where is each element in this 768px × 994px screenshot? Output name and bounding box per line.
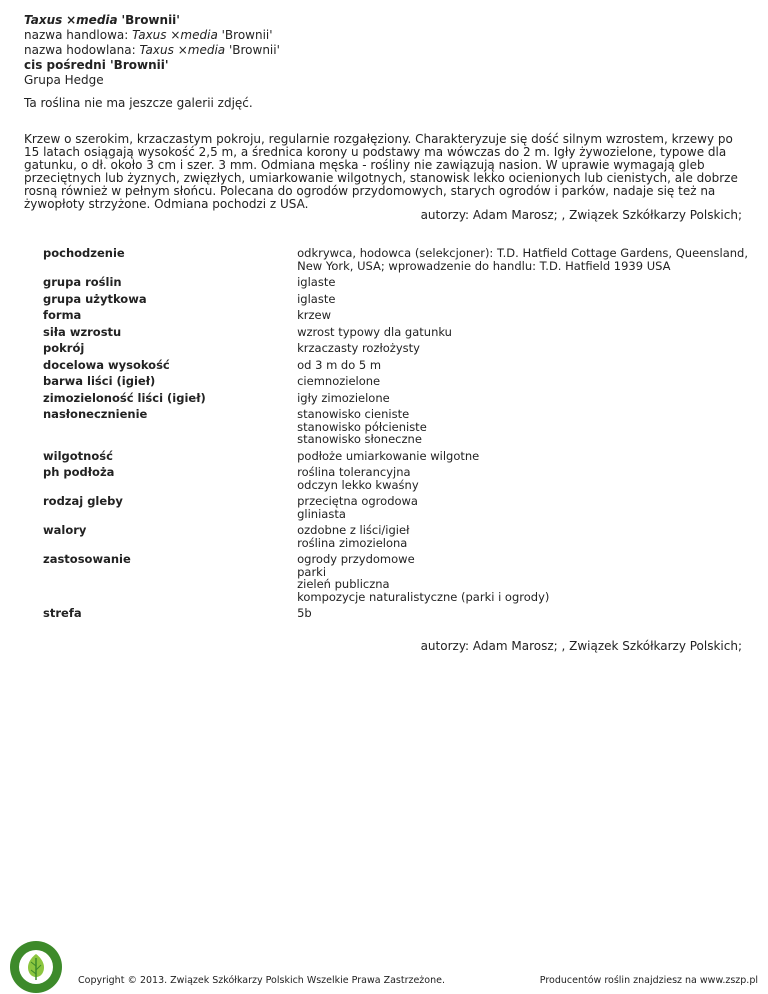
property-value: roślina zimozielona: [297, 535, 408, 550]
property-row: [43, 359, 748, 376]
property-values: [297, 359, 748, 376]
property-value: stanowisko półcieniste: [297, 419, 427, 434]
property-value: 5b: [297, 606, 312, 620]
property-value: roślina tolerancyjna: [297, 465, 411, 479]
property-key: wilgotność: [43, 448, 113, 463]
no-gallery-notice: Ta roślina nie ma jeszcze galerii zdjęć.: [24, 96, 253, 110]
property-key: docelowa wysokość: [43, 357, 170, 372]
property-key: zastosowanie: [43, 552, 131, 566]
property-key: forma: [43, 308, 82, 322]
polish-name: cis pośredni 'Brownii': [24, 58, 169, 72]
breed-prefix: nazwa hodowlana:: [24, 43, 136, 57]
property-key: ph podłoża: [43, 465, 115, 479]
property-key: walory: [43, 523, 87, 537]
property-value: od 3 m do 5 m: [297, 357, 382, 372]
copyright-text: Copyright © 2013. Związek Szkółkarzy Polskich Wszelkie Prawa Zastrzeżone.: [78, 975, 445, 986]
trade-species: ×media: [170, 28, 218, 42]
property-values: [297, 375, 748, 392]
property-row: [43, 524, 748, 553]
property-values: [297, 392, 748, 409]
property-values: [297, 309, 748, 326]
authors-top: autorzy: Adam Marosz; , Związek Szkółkarzy Polskich;: [420, 208, 742, 222]
property-row: [43, 450, 748, 467]
property-value: parki: [297, 564, 327, 579]
property-values: [297, 342, 748, 359]
latin-hybrid: ×media: [66, 13, 118, 27]
property-values: [297, 495, 748, 524]
property-key: pokrój: [43, 341, 85, 355]
property-value: stanowisko cieniste: [297, 407, 410, 421]
property-value: krzaczasty rozłożysty: [297, 341, 420, 355]
property-row: [43, 466, 748, 495]
breed-cultivar: 'Brownii': [228, 43, 280, 57]
property-value: iglaste: [297, 275, 336, 289]
property-values: [297, 524, 748, 553]
property-values: [297, 247, 748, 276]
plant-header: [24, 14, 280, 89]
zszp-logo-icon: [8, 940, 64, 994]
property-row: [43, 375, 748, 392]
property-row: [43, 309, 748, 326]
producers-text: Producentów roślin znajdziesz na www.zszp.pl: [539, 975, 758, 986]
property-value: ogrody przydomowe: [297, 552, 415, 566]
breed-species: ×media: [177, 43, 226, 57]
property-value: zieleń publiczna: [297, 577, 390, 591]
property-key: siła wzrostu: [43, 324, 122, 339]
footer: [0, 940, 768, 994]
property-key: rodzaj gleby: [43, 494, 123, 508]
latin-cultivar: 'Brownii': [121, 13, 180, 27]
property-row: [43, 392, 748, 409]
property-row: [43, 247, 748, 276]
property-values: [297, 326, 748, 343]
property-key: zimozieloność liści (igieł): [43, 390, 206, 405]
property-value: podłoże umiarkowanie wilgotne: [297, 448, 480, 463]
property-key: grupa użytkowa: [43, 291, 147, 306]
property-row: [43, 276, 748, 293]
property-row: [43, 326, 748, 343]
property-value: gliniasta: [297, 506, 346, 521]
property-value: stanowisko słoneczne: [297, 432, 422, 446]
property-value: ozdobne z liści/igieł: [297, 523, 410, 537]
plant-description: Krzew o szerokim, krzaczastym pokroju, regularnie rozgałęziony. Charakteryzuje się dość silnym wzrostem, krzewy po 15 latach osiągają wysokość 2,5 m, a średnica korony u podstawy ma wówczas do 2 m. Igły żywozielone, typowe dla gatunku, o dł. około 3 cm i szer. 3 mm. Odmiana męska - rośliny nie zawiązują nasion. W uprawie wymagają gleb przeciętnych lub żyznych, zwięzłych, umiarkowanie wilgotnych, stanowisk lekko ocienionych lub cienistych, ale dobrze rosną również w pełnym słońcu. Polecana do ogrodów przydomowych, starych ogrodów i parków, nadaje się też na żywopłoty strzyżone. Odmiana pochodzi z USA.: [24, 132, 738, 211]
property-row: [43, 495, 748, 524]
property-value: wzrost typowy dla gatunku: [297, 324, 452, 339]
property-values: [297, 293, 748, 310]
property-key: pochodzenie: [43, 246, 125, 260]
property-values: [297, 607, 748, 624]
property-value: New York, USA; wprowadzenie do handlu: T.D. Hatfield 1939 USA: [297, 258, 671, 273]
breed-genus: Taxus: [139, 43, 174, 57]
latin-genus: Taxus: [24, 13, 63, 27]
property-value: ciemnozielone: [297, 374, 381, 388]
property-row: [43, 553, 748, 607]
property-values: [297, 553, 748, 607]
property-value: odczyn lekko kwaśny: [297, 477, 419, 492]
authors-bottom: autorzy: Adam Marosz; , Związek Szkółkarzy Polskich;: [420, 639, 742, 653]
property-values: [297, 276, 748, 293]
property-values: [297, 450, 748, 467]
property-value: odkrywca, hodowca (selekcjoner): T.D. Hatfield Cottage Gardens, Queensland,: [297, 246, 748, 260]
plant-group: Grupa Hedge: [24, 73, 104, 87]
property-values: [297, 408, 748, 450]
property-value: krzew: [297, 308, 332, 322]
property-key: strefa: [43, 606, 82, 620]
latin-name: [24, 14, 280, 27]
property-values: [297, 466, 748, 495]
property-row: [43, 342, 748, 359]
property-key: nasłonecznienie: [43, 407, 148, 421]
property-key: grupa roślin: [43, 275, 122, 289]
property-value: iglaste: [297, 291, 336, 306]
property-value: przeciętna ogrodowa: [297, 494, 418, 508]
trade-prefix: nazwa handlowa:: [24, 28, 129, 42]
trade-name: [24, 29, 280, 42]
property-key: barwa liści (igieł): [43, 374, 156, 388]
breeding-name: [24, 44, 280, 57]
property-value: kompozycje naturalistyczne (parki i ogrody): [297, 589, 550, 604]
property-row: [43, 607, 748, 624]
properties-table: [43, 247, 748, 624]
trade-cultivar: 'Brownii': [221, 28, 273, 42]
property-value: igły zimozielone: [297, 390, 390, 405]
trade-genus: Taxus: [132, 28, 167, 42]
property-row: [43, 408, 748, 450]
property-row: [43, 293, 748, 310]
